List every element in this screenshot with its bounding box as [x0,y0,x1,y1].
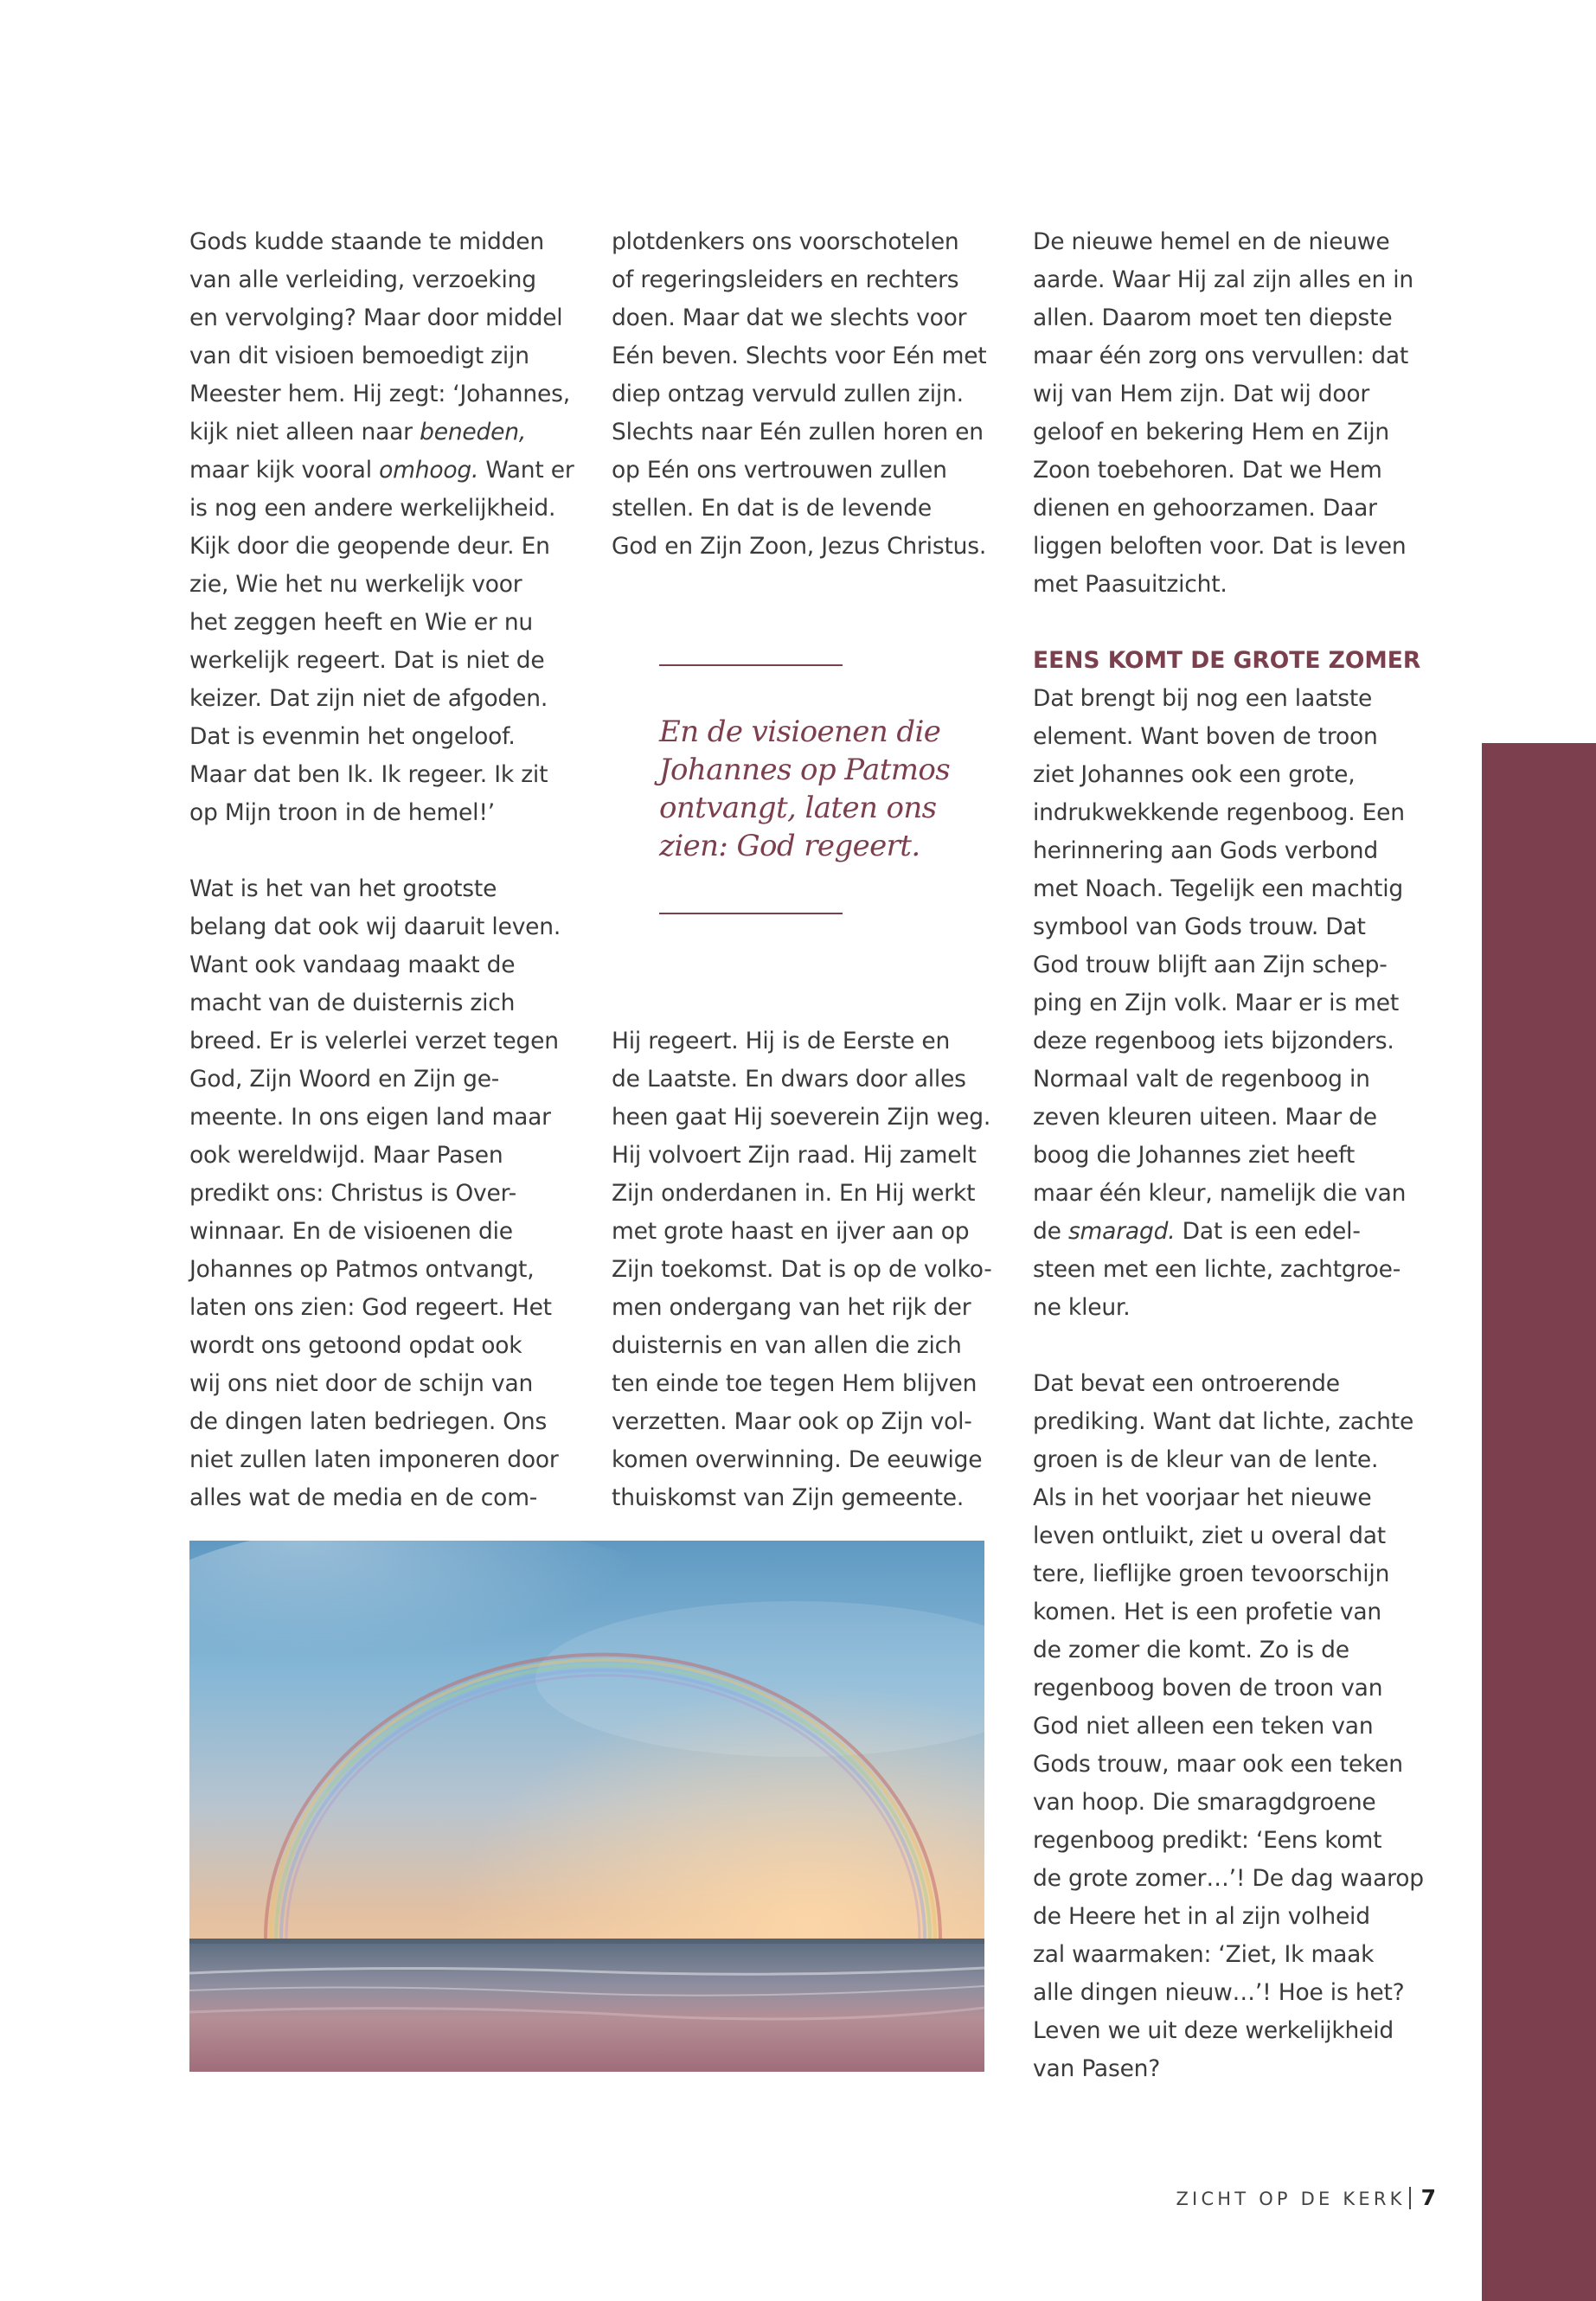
text-line: tere, lieflijke groen tevoorschijn [1033,1561,1390,1587]
quote-text [659,713,1022,865]
text-line: men ondergang van het rijk der [612,1294,971,1321]
text-line: met grote haast en ijver aan op [612,1218,970,1245]
text-line: God en Zijn Zoon, Jezus Christus. [612,533,987,560]
text-line: God, Zijn Woord en Zijn ge- [189,1066,500,1093]
quote-line: En de visioenen die [659,715,941,749]
text-line: predikt ons: Christus is Over- [189,1180,516,1207]
text-line: liggen beloften voor. Dat is leven [1033,533,1407,560]
text-line: de Heere het in al zijn volheid [1033,1903,1370,1930]
text-line: ziet Johannes ook een grote, [1033,761,1356,788]
paragraph-gap [1033,1327,1413,1365]
text-line: Dat brengt bij nog een laatste [1033,685,1373,712]
text-line: dienen en gehoorzamen. Daar [1033,495,1377,522]
text-line: Eén beven. Slechts voor Eén met [612,343,987,369]
text-line: winnaar. En de visioenen die [189,1218,513,1245]
text-line: op Mijn troon in de hemel!’ [189,799,495,826]
text-line: komen overwinning. De eeuwige [612,1446,983,1473]
footer-separator [1409,2187,1411,2209]
text-line: element. Want boven de troon [1033,723,1378,750]
text-line: Slechts naar Eén zullen horen en [612,419,984,445]
text-line: ook wereldwijd. Maar Pasen [189,1142,503,1169]
text-line: belang dat ook wij daaruit leven. [189,913,561,940]
text-line: Zoon toebehoren. Dat we Hem [1033,457,1382,484]
text-line: wij van Hem zijn. Dat wij door [1033,381,1370,407]
text-line: regenboog predikt: ‘Eens komt [1033,1827,1382,1854]
text-line: de smaragd. Dat is een edel- [1033,1218,1361,1245]
text-line: breed. Er is velerlei verzet tegen [189,1028,559,1054]
text-line: plotdenkers ons voorschotelen [612,228,959,255]
text-line: op Eén ons vertrouwen zullen [612,457,947,484]
text-line: Zijn toekomst. Dat is op de volko- [612,1256,992,1283]
quote-rule-bottom [659,913,843,914]
text-line: ne kleur. [1033,1294,1131,1321]
text-line: van Pasen? [1033,2055,1161,2082]
text-line: laten ons zien: God regeert. Het [189,1294,552,1321]
text-line: Maar dat ben Ik. Ik regeer. Ik zit [189,761,548,788]
text-line: zeven kleuren uiteen. Maar de [1033,1104,1377,1131]
text-line: Dat bevat een ontroerende [1033,1370,1340,1397]
text-line: en vervolging? Maar door middel [189,304,563,331]
text-line: stellen. En dat is de levende [612,495,932,522]
emphasis-text: beneden, [420,419,527,445]
emphasis-text: omhoog. [379,457,479,484]
text-line: Johannes op Patmos ontvangt, [189,1256,535,1283]
text-line: Zijn onderdanen in. En Hij werkt [612,1180,976,1207]
text-line: Gods trouw, maar ook een teken [1033,1751,1403,1778]
text-line: alle dingen nieuw…’! Hoe is het? [1033,1979,1405,2006]
quote-line: Johannes op Patmos [659,753,951,787]
text-line: Gods kudde staande te midden [189,228,544,255]
text-line: met Noach. Tegelijk een machtig [1033,875,1404,902]
text-line: zal waarmaken: ‘Ziet, Ik maak [1033,1941,1375,1968]
emphasis-text: smaragd. [1067,1218,1176,1245]
pull-quote [659,664,1022,914]
text-line: ten einde toe tegen Hem blijven [612,1370,977,1397]
text-line: keizer. Dat zijn niet de afgoden. [189,685,548,712]
text-line: regenboog boven de troon van [1033,1675,1383,1702]
text-line: van hoop. Die smaragdgroene [1033,1789,1376,1816]
rainbow-photo [189,1541,984,2072]
text-line: maar kijk vooral omhoog. Want er [189,457,574,484]
text-line: Hij volvoert Zijn raad. Hij zamelt [612,1142,977,1169]
sidebar-accent-bar [1482,743,1596,2301]
text-line: Meester hem. Hij zegt: ‘Johannes, [189,381,570,407]
text-line: zie, Wie het nu werkelijk voor [189,571,522,598]
text-line: doen. Maar dat we slechts voor [612,304,967,331]
text-line: heen gaat Hij soeverein Zijn weg. [612,1104,991,1131]
text-line: het zeggen heeft en Wie er nu [189,609,534,636]
text-line: Dat is evenmin het ongeloof. [189,723,516,750]
text-line: leven ontluikt, ziet u overal dat [1033,1522,1386,1549]
text-line: Leven we uit deze werkelijkheid [1033,2017,1394,2044]
text-line: God trouw blijft aan Zijn schep- [1033,952,1388,978]
text-line: steen met een lichte, zachtgroe- [1033,1256,1401,1283]
article-column-1 [189,223,574,1517]
quote-rule-top [659,664,843,666]
text-line: wij ons niet door de schijn van [189,1370,534,1397]
text-line: thuiskomst van Zijn gemeente. [612,1484,965,1511]
text-line: groen is de kleur van de lente. [1033,1446,1379,1473]
article-column-3 [1033,223,1424,2088]
text-line: indrukwekkende regenboog. Een [1033,799,1405,826]
text-line: alles wat de media en de com- [189,1484,538,1511]
text-line: kijk niet alleen naar beneden, [189,419,527,445]
text-line: werkelijk regeert. Dat is niet de [189,647,545,674]
text-line: van dit visioen bemoedigt zijn [189,343,529,369]
paragraph-gap [189,832,570,870]
text-line: komen. Het is een profetie van [1033,1599,1382,1625]
text-line: macht van de duisternis zich [189,990,516,1016]
text-line: duisternis en van allen die zich [612,1332,962,1359]
text-line: boog die Johannes ziet heeft [1033,1142,1356,1169]
text-line: of regeringsleiders en rechters [612,266,959,293]
text-line: God niet alleen een teken van [1033,1713,1374,1740]
text-line: geloof en bekering Hem en Zijn [1033,419,1389,445]
text-line: van alle verleiding, verzoeking [189,266,536,293]
text-line: de dingen laten bedriegen. Ons [189,1408,548,1435]
text-line: Hij regeert. Hij is de Eerste en [612,1028,951,1054]
magazine-title: ZICHT OP DE KERK [1176,2189,1406,2209]
text-line: Als in het voorjaar het nieuwe [1033,1484,1372,1511]
text-line: deze regenboog iets bijzonders. [1033,1028,1394,1054]
text-line: maar één zorg ons vervullen: dat [1033,343,1409,369]
text-line: symbool van Gods trouw. Dat [1033,913,1366,940]
text-line: maar één kleur, namelijk die van [1033,1180,1407,1207]
quote-line: zien: God regeert. [659,829,920,863]
section-heading: EENS KOMT DE GROTE ZOMER [1033,647,1421,674]
text-line: de Laatste. En dwars door alles [612,1066,966,1093]
text-line: herinnering aan Gods verbond [1033,837,1378,864]
page-footer [1073,2185,1436,2210]
text-line: de grote zomer…’! De dag waarop [1033,1865,1424,1892]
text-line: allen. Daarom moet ten diepste [1033,304,1393,331]
text-line: ping en Zijn volk. Maar er is met [1033,990,1400,1016]
text-line: met Paasuitzicht. [1033,571,1227,598]
paragraph-gap [1033,604,1413,642]
text-line: aarde. Waar Hij zal zijn alles en in [1033,266,1414,293]
text-line: diep ontzag vervuld zullen zijn. [612,381,964,407]
page-number: 7 [1420,2185,1436,2210]
text-line: meente. In ons eigen land maar [189,1104,551,1131]
text-line: Wat is het van het grootste [189,875,497,902]
rainbow-photo-illustration [189,1541,984,2072]
quote-line: ontvangt, laten ons [659,791,937,825]
text-line: prediking. Want dat lichte, zachte [1033,1408,1414,1435]
text-line: de zomer die komt. Zo is de [1033,1637,1349,1663]
text-line: is nog een andere werkelijkheid. [189,495,556,522]
text-line: Want ook vandaag maakt de [189,952,516,978]
text-line: wordt ons getoond opdat ook [189,1332,522,1359]
text-line: De nieuwe hemel en de nieuwe [1033,228,1390,255]
text-line: Normaal valt de regenboog in [1033,1066,1370,1093]
text-line: Kijk door die geopende deur. En [189,533,550,560]
text-line: niet zullen laten imponeren door [189,1446,559,1473]
text-line: verzetten. Maar ook op Zijn vol- [612,1408,972,1435]
